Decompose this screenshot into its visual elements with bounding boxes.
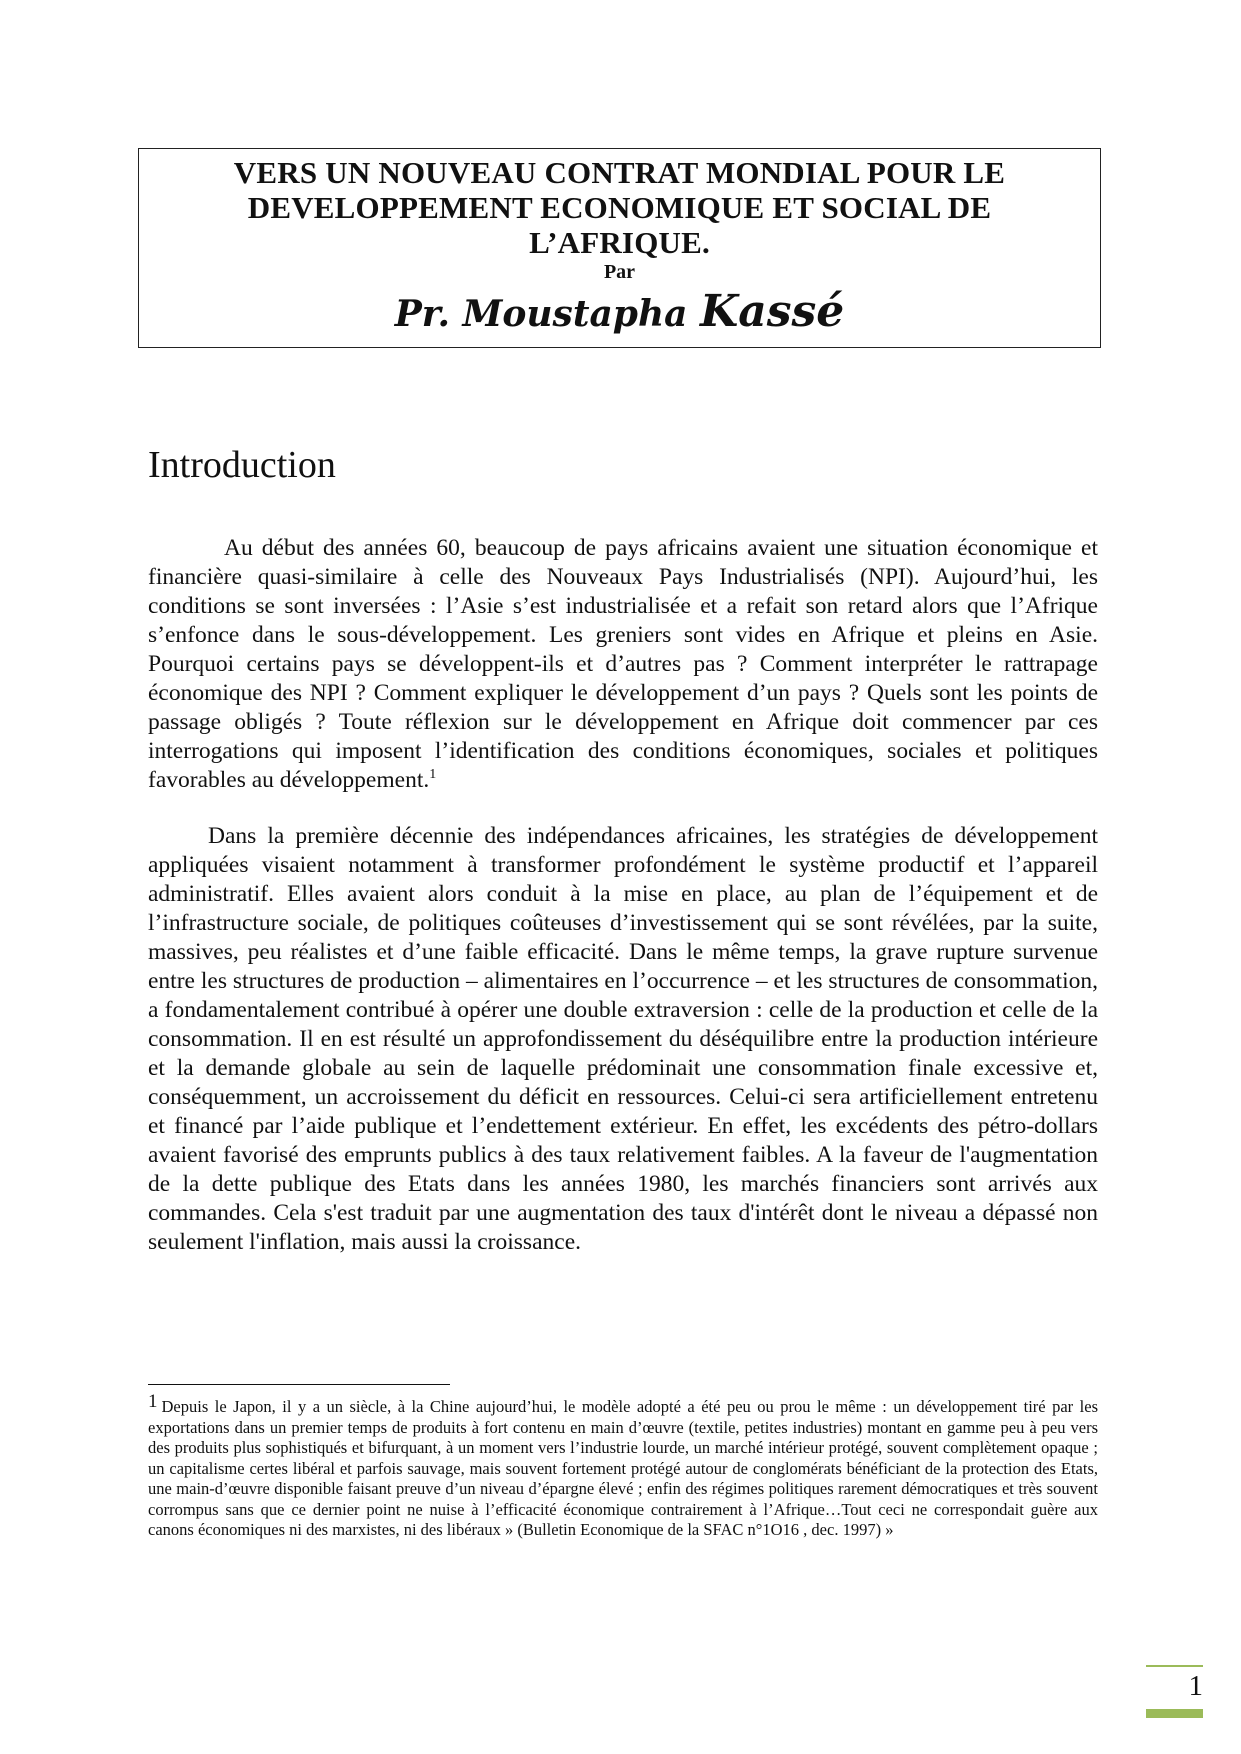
by-label: Par <box>603 261 636 283</box>
paragraph-1-text: Au début des années 60, beaucoup de pays africains avaient une situation économique et financière quasi-similaire à celle des Nouveaux Pays Industrialisés (NPI). Aujourd’hui, les conditions se sont inversées : l’Asie s’est industrialisée et a refait son retard alors que l’Afrique s’enfonce dans le sous-développement. Les greniers sont vides en Afrique et pleins en Asie. Pourquoi certains pays se développent-ils et d’autres pas ? Comment interpréter le rattrapage économique des NPI ? Comment expliquer le développement d’un pays ? Quels sont les points de passage obligés ? Toute réflexion sur le développement en Afrique doit commencer par ces interrogations qui imposent l’identification des conditions économiques, sociales et politiques favorables au développement. <box>148 535 1098 793</box>
page-number: 1 <box>1188 1670 1203 1702</box>
title-line-3: L’AFRIQUE. <box>529 225 710 260</box>
author-surname: Kassé <box>699 286 845 337</box>
author-name <box>139 286 1100 337</box>
footnote-reference[interactable]: 1 <box>429 767 437 783</box>
title-line-2: DEVELOPPEMENT ECONOMIQUE ET SOCIAL DE <box>247 190 992 225</box>
footnote-number: 1 <box>148 1391 158 1412</box>
footnote-text: Depuis le Japon, il y a un siècle, à la Chine aujourd’hui, le modèle adopté a été peu ou prou le même : un développement tiré par les exportations dans un premier temps de produits à fort contenu en main d’œuvre (textile, petites industries) montant en gamme peu à peu vers des produits plus sophistiqués et bifurquant, à un moment vers l’industrie lourde, un marché intérieur protégé, souvent complètement opaque ; un capitalisme certes libéral et parfois sauvage, mais souvent fortement protégé autour de conglomérats bénéficiant de la protection des Etats, une main-d’œuvre disponible faisant preuve d’un niveau d’épargne élevé ; enfin des régimes politiques rarement démocratiques et très souvent corrompus sans que ce dernier point ne nuise à l’efficacité économique contrairement à l’Afrique…Tout ceci ne correspondait guère aux canons économiques ni des marxistes, ni des libéraux » (Bulletin Economique de la SFAC n°1O16 , dec. 1997) » <box>148 1397 1098 1539</box>
page-number-top-rule <box>1146 1665 1203 1667</box>
page-number-accent-bar <box>1146 1709 1203 1718</box>
paragraph-1 <box>148 534 1098 795</box>
title-line-1: VERS UN NOUVEAU CONTRAT MONDIAL POUR LE <box>233 155 1006 190</box>
paragraph-2: Dans la première décennie des indépendances africaines, les stratégies de développement appliquées visaient notamment à transformer profondément le système productif et l’appareil administratif. Elles avaient alors conduit à la mise en place, au plan de l’équipement et de l’infrastructure sociale, de politiques coûteuses d’investissement qui se sont révélées, par la suite, massives, peu réalistes et d’une faible efficacité. Dans le même temps, la grave rupture survenue entre les structures de production – alimentaires en l’occurrence – et les structures de consommation, a fondamentalement contribué à opérer une double extraversion : celle de la production et celle de la consommation. Il en est résulté un approfondissement du déséquilibre entre la production intérieure et la demande globale au sein de laquelle prédominait une consommation finale excessive et, conséquemment, un accroissement du déficit en ressources. Celui-ci sera artificiellement entretenu et financé par l’aide publique et l’endettement extérieur. En effet, les excédents des pétro-dollars avaient favorisé des emprunts publics à des taux relativement faibles. A la faveur de l'augmentation de la dette publique des Etats dans les années 1980, les marchés financiers sont arrivés aux commandes. Cela s'est traduit par une augmentation des taux d'intérêt dont le niveau a dépassé non seulement l'inflation, mais aussi la croissance. <box>148 823 1098 1255</box>
section-heading: Introduction <box>148 444 336 486</box>
author-prefix: Pr. Moustapha <box>394 293 700 335</box>
title-box <box>138 148 1101 348</box>
footnote-separator <box>148 1384 450 1385</box>
footnote <box>148 1392 1098 1541</box>
